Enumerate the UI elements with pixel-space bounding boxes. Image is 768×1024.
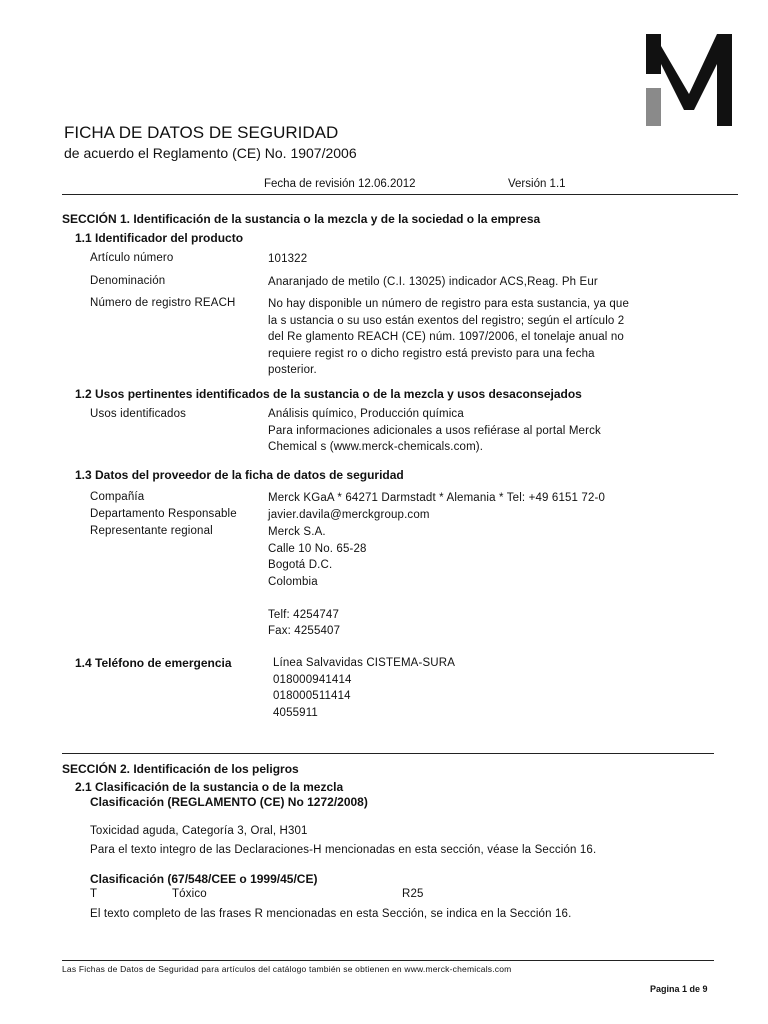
merck-logo [646,34,732,126]
department-label: Departamento Responsable [90,508,237,520]
article-number-label: Artículo número [90,252,174,264]
emergency-line: 018000941414 [273,673,352,686]
department-email: javier.davila@merckgroup.com [268,509,430,521]
emergency-line: 4055911 [273,706,318,719]
footer-divider [62,960,714,961]
uses-line: Chemical s (www.merck-chemicals.com). [268,441,484,453]
hazard-name: Tóxico [172,888,207,900]
reach-line: del Re glamento REACH (CE) núm. 1097/2006, el tonelaje anual no [268,331,624,343]
uses-line: Análisis químico, Producción química [268,408,464,420]
reach-line: posterior. [268,364,317,376]
classification-dsd-heading: Clasificación (67/548/CEE o 1999/45/CE) [90,872,318,886]
reach-line: la s ustancia o su uso están exentos del registro; según el artículo 2 [268,314,625,327]
h-statements-note: Para el texto integro de las Declaraciones-H mencionadas en esta sección, véase la Sección 16. [90,844,597,856]
reach-label: Número de registro REACH [90,297,236,309]
uses-value [268,406,601,456]
article-number-value: 101322 [268,253,308,265]
r-phrase: R25 [402,888,424,900]
merck-m-icon [646,34,732,126]
regional-rep-label: Representante regional [90,525,213,537]
denomination-label: Denominación [90,275,166,287]
company-value: Merck KGaA * 64271 Darmstadt * Alemania * Tel: +49 6151 72-0 [268,492,606,504]
document-subtitle: de acuerdo el Reglamento (CE) No. 1907/2006 [64,145,357,161]
page-number: Pagina 1 de 9 [650,984,708,994]
section-divider [62,753,714,754]
rep-line: Calle 10 No. 65-28 [268,542,367,555]
subsection-2-1: 2.1 Clasificación de la sustancia o de la mezcla [75,780,344,794]
section-1-title: SECCIÓN 1. Identificación de la sustancia o la mezcla y de la sociedad o la empresa [62,212,541,226]
r-phrases-note: El texto completo de las frases R mencionadas en esta Sección, se indica en la Sección 16. [90,908,572,920]
subsection-1-1: 1.1 Identificador del producto [75,231,244,245]
uses-label: Usos identificados [90,408,187,420]
rep-line: Fax: 4255407 [268,625,341,637]
footer-note: Las Fichas de Datos de Seguridad para artículos del catálogo también se obtienen en www.merck-chemicals.com [62,964,512,974]
rep-line [268,590,367,607]
regional-rep-value [268,524,367,640]
rep-line: Merck S.A. [268,526,326,538]
rep-line: Colombia [268,575,318,588]
subsection-1-2: 1.2 Usos pertinentes identificados de la sustancia o de la mezcla y usos desaconsejados [75,387,582,401]
acute-toxicity: Toxicidad aguda, Categoría 3, Oral, H301 [90,825,308,837]
reach-line: requiere regist ro o dicho registro está previsto para una fecha [268,347,595,360]
reach-value [268,296,629,379]
classification-clp-heading: Clasificación (REGLAMENTO (CE) No 1272/2008) [90,795,368,809]
uses-line: Para informaciones adicionales a usos refiérase al portal Merck [268,424,601,437]
denomination-value: Anaranjado de metilo (C.I. 13025) indicador ACS,Reag. Ph Eur [268,276,598,288]
emergency-value [273,655,455,721]
section-2-title: SECCIÓN 2. Identificación de los peligros [62,762,299,776]
revision-date: Fecha de revisión 12.06.2012 [264,178,416,190]
company-label: Compañía [90,491,145,503]
hazard-symbol: T [90,888,98,900]
subsection-1-4: 1.4 Teléfono de emergencia [75,656,232,670]
subsection-1-3: 1.3 Datos del proveedor de la ficha de datos de seguridad [75,468,404,482]
rep-line: Telf: 4254747 [268,608,340,621]
header-divider [62,194,738,195]
rep-line: Bogotá D.C. [268,559,333,571]
version: Versión 1.1 [508,178,566,190]
reach-line: No hay disponible un número de registro para esta sustancia, ya que [268,298,630,310]
emergency-line: Línea Salvavidas CISTEMA-SURA [273,657,456,669]
document-title: FICHA DE DATOS DE SEGURIDAD [64,123,339,142]
emergency-line: 018000511414 [273,690,351,702]
